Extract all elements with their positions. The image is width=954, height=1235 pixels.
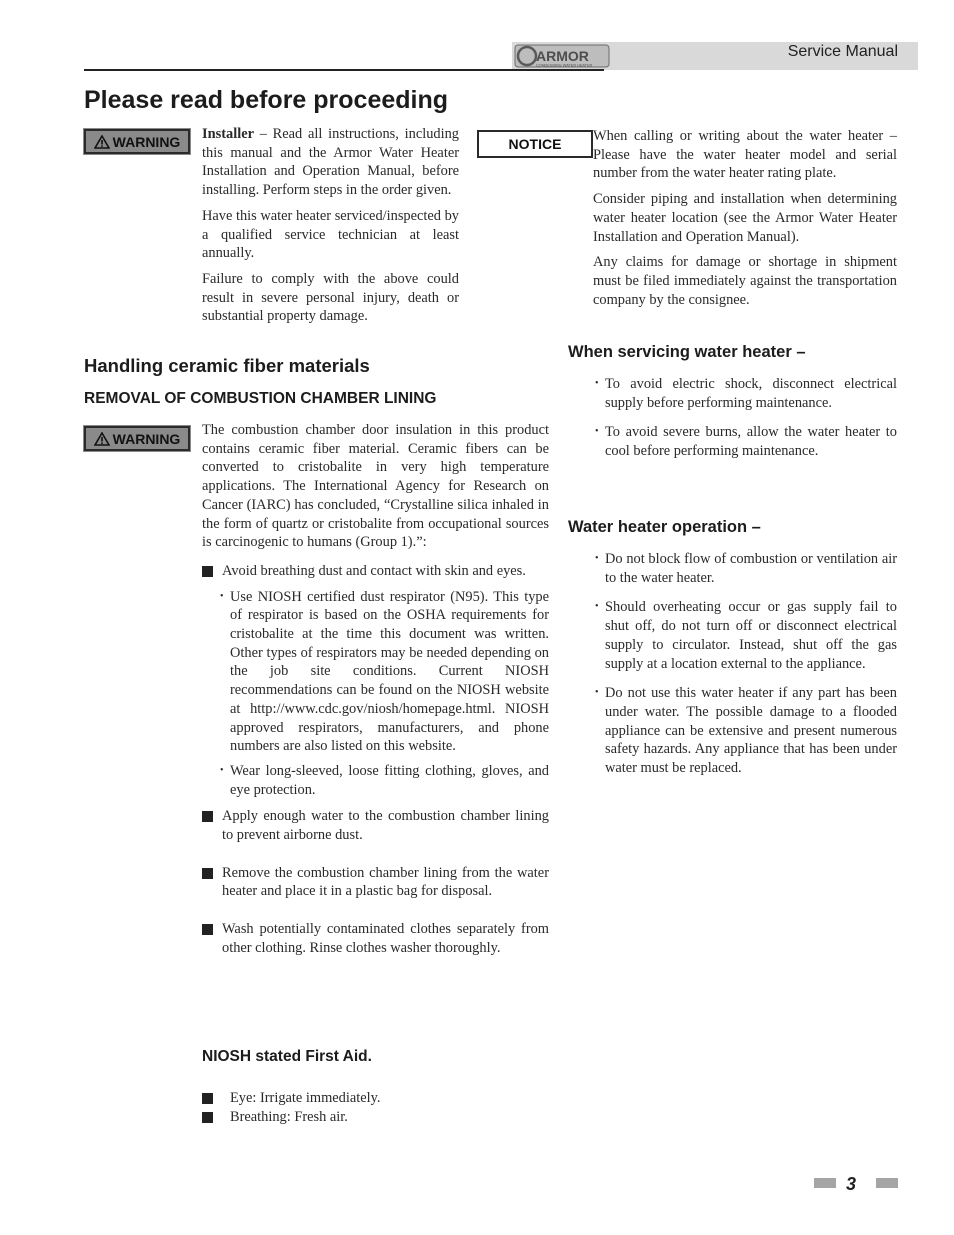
footer-bar-left: [814, 1178, 836, 1188]
header-rule: [84, 69, 604, 71]
notice-badge-label: NOTICE: [508, 136, 562, 152]
notice-p3: Any claims for damage or shortage in shipment must be filed immediately against the transportation company by the consignee.: [593, 254, 897, 308]
warning-triangle-icon: [94, 432, 110, 446]
first-aid-list: [202, 1089, 549, 1126]
ceramic-intro: The combustion chamber door insulation in this product contains ceramic fiber material. Ceramic fibers can be converted to cristobalite in very high temperature applications. The International Agency for Research on Cancer (IARC) has concluded, “Crystalline silica inhaled in the form of quartz or cristobalite from occupational sources is carcinogenic to humans (Group 1).”:: [202, 422, 549, 551]
ceramic-sub-2: • Wear long-sleeved, loose fitting clothing, gloves, and eye protection.: [220, 762, 549, 799]
first-aid-breathing: Breathing: Fresh air.: [202, 1108, 549, 1127]
operation-item-2: • Should overheating occur or gas supply fail to shut off, do not turn off or disconnect electrical supply to circulator. Instead, shut off the gas supply at a location external to the appliance.: [595, 598, 897, 673]
ceramic-heading: Handling ceramic fiber materials: [84, 355, 370, 376]
warning-badge-label: WARNING: [112, 133, 181, 150]
servicing-list: [595, 375, 897, 472]
ceramic-item-1: [202, 562, 549, 799]
servicing-heading: When servicing water heater –: [568, 343, 806, 361]
operation-item-3: • Do not use this water heater if any part has been under water. The possible damage to a flooded appliance can be extensive and present numerous safety hazards. Any appliance that has been under water must be replaced.: [595, 684, 897, 778]
operation-list: [595, 550, 897, 789]
warning-triangle-icon: [94, 135, 110, 149]
installer-p1: – Read all instructions, including this manual and the Armor Water Heater Installation and Operation Manual, before installing. Perform steps in the order given.: [202, 126, 459, 199]
ceramic-warning-text: [202, 421, 549, 958]
operation-heading: Water heater operation –: [568, 518, 761, 536]
installer-warning-text: [202, 125, 459, 333]
ceramic-item-1-text: Avoid breathing dust and contact with skin and eyes.: [222, 562, 526, 579]
installer-p2: Have this water heater serviced/inspected by a qualified service technician at least annually.: [202, 207, 459, 262]
servicing-item-2: • To avoid severe burns, allow the water heater to cool before performing maintenance.: [595, 423, 897, 460]
warning-badge-installer: [84, 129, 190, 154]
ceramic-item-3: Remove the combustion chamber lining from the water heater and place it in a plastic bag for disposal.: [202, 864, 549, 901]
first-aid-heading: NIOSH stated First Aid.: [202, 1048, 372, 1065]
warning-badge-label: WARNING: [112, 430, 181, 447]
notice-badge: [477, 130, 593, 158]
logo-brand-text: ARMOR: [536, 48, 589, 64]
notice-p2: Consider piping and installation when determining water heater location (see the Armor Water Heater Installation and Operation Manual).: [593, 191, 897, 245]
ceramic-item-2: Apply enough water to the combustion chamber lining to prevent airborne dust.: [202, 807, 549, 844]
page-title: Please read before proceeding: [84, 86, 449, 114]
ceramic-sub-1: • Use NIOSH certified dust respirator (N95). This type of respirator is based on the OSHA requirements for cristobalite at the time this document was written. Other types of respirators may be needed depending on the job site conditions. Current NIOSH recommendations can be found on the NIOSH website at http://www.cdc.gov/niosh/homepage.html. NIOSH approved respirators, manufacturers, and phone numbers are also listed on this website.: [220, 588, 549, 756]
removal-subheading: REMOVAL OF COMBUSTION CHAMBER LINING: [84, 390, 437, 407]
header-doc-title: Service Manual: [787, 43, 898, 60]
servicing-item-1: • To avoid electric shock, disconnect electrical supply before performing maintenance.: [595, 375, 897, 412]
ceramic-item-4: Wash potentially contaminated clothes separately from other clothing. Rinse clothes washer thoroughly.: [202, 920, 549, 957]
footer-bar-right: [876, 1178, 898, 1188]
operation-item-1: • Do not block flow of combustion or ventilation air to the water heater.: [595, 550, 897, 587]
page-number: 3: [846, 1174, 857, 1194]
warning-badge-ceramic: [84, 426, 190, 451]
notice-text: [593, 127, 897, 316]
first-aid-eye: Eye: Irrigate immediately.: [202, 1089, 549, 1108]
notice-p1: When calling or writing about the water heater – Please have the water heater model and serial number from the water heater rating plate.: [593, 128, 897, 182]
installer-p3: Failure to comply with the above could result in severe personal injury, death or substantial property damage.: [202, 270, 459, 325]
logo-sub-text: CONDENSING WATER HEATER: [536, 63, 593, 68]
armor-logo: [514, 43, 610, 69]
installer-lead: Installer: [202, 126, 254, 142]
